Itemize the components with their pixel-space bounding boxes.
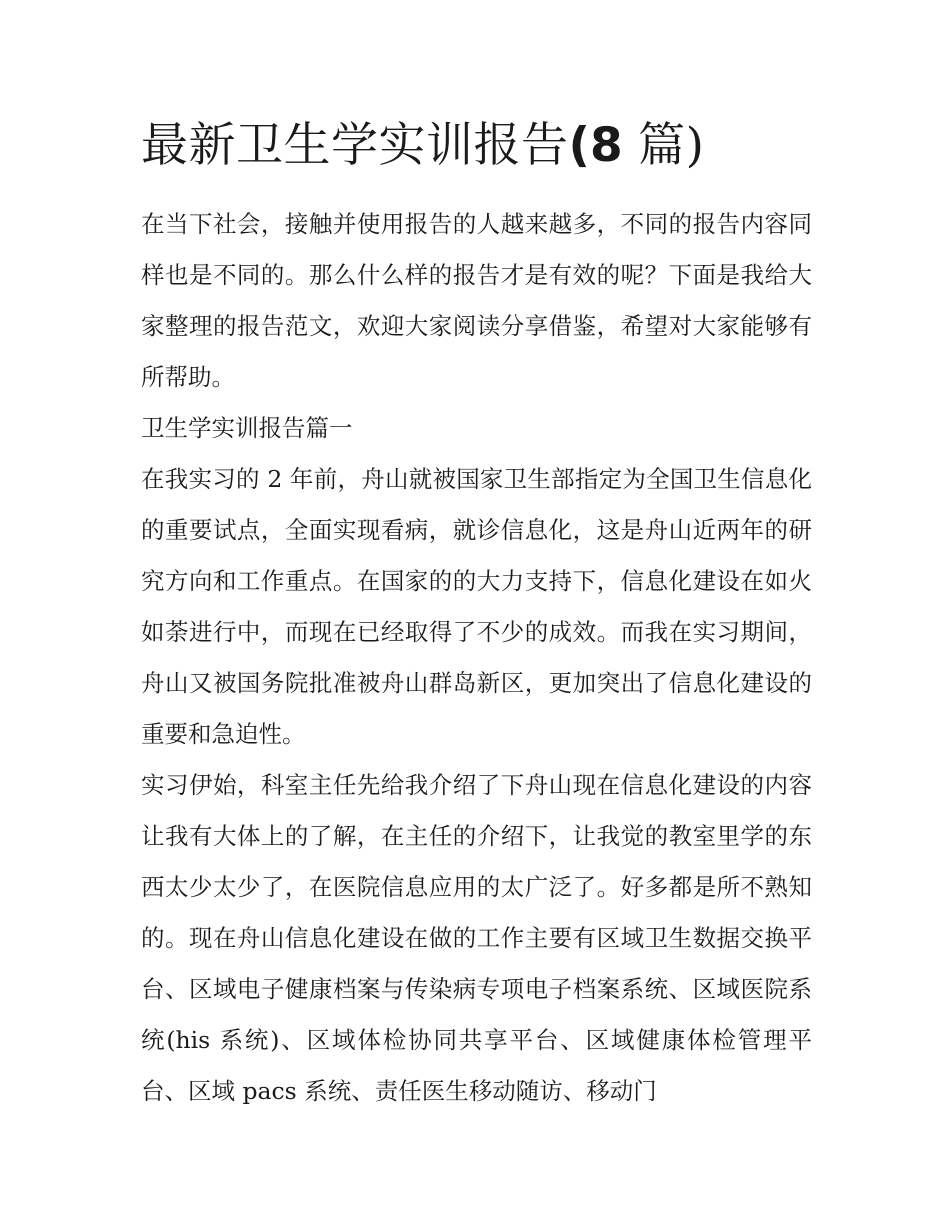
document-body <box>141 199 812 1117</box>
title-count: (8 <box>568 118 623 173</box>
title-suffix: 篇) <box>638 118 705 173</box>
title-text: 最新卫生学实训报告 <box>141 118 569 173</box>
intro-paragraph: 在当下社会，接触并使用报告的人越来越多，不同的报告内容同样也是不同的。那么什么样的报告才是有效的呢？下面是我给大家整理的报告范文，欢迎大家阅读分享借鉴，希望对大家能够有所帮助。 <box>141 210 812 391</box>
body-paragraph: 实习伊始，科室主任先给我介绍了下舟山现在信息化建设的内容让我有大体上的了解，在主任的介绍下，让我觉的教室里学的东西太少太少了，在医院信息应用的太广泛了。好多都是所不熟知的。现在舟山信息化建设在做的工作主要有区域卫生数据交换平台、区域电子健康档案与传染病专项电子档案系统、区域医院系统(his 系统)、区域体检协同共享平台、区域健康体检管理平台、区域 pacs 系统、责任医生移动随访、移动门 <box>141 771 812 1105</box>
section-heading: 卫生学实训报告篇一 <box>141 414 353 442</box>
body-paragraph: 在我实习的 2 年前，舟山就被国家卫生部指定为全国卫生信息化的重要试点，全面实现看病，就诊信息化，这是舟山近两年的研究方向和工作重点。在国家的的大力支持下，信息化建设在如火如荼进行中，而现在已经取得了不少的成效。而我在实习期间，舟山又被国务院批准被舟山群岛新区，更加突出了信息化建设的重要和急迫性。 <box>141 465 812 748</box>
document-title <box>141 0 812 179</box>
